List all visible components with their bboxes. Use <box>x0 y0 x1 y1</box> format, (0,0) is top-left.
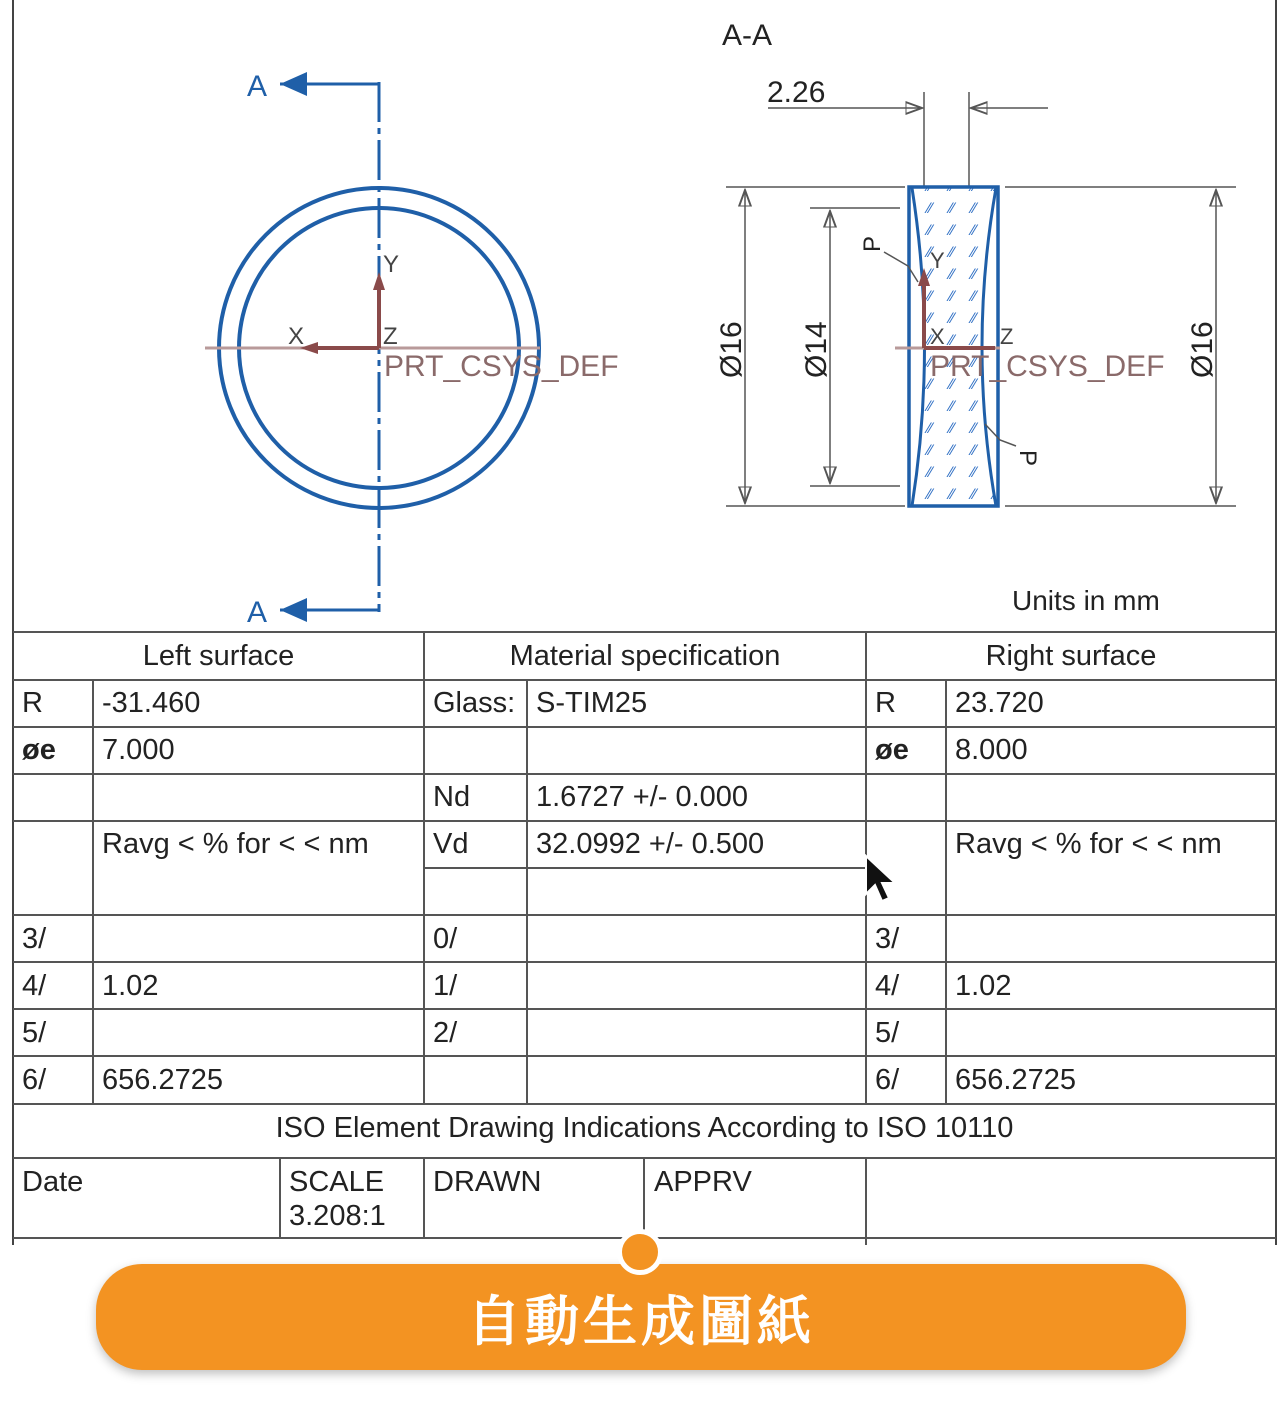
left-de-label: øe <box>22 734 56 766</box>
material-row-label: 2/ <box>433 1017 458 1049</box>
right-de-value: 8.000 <box>955 734 1028 766</box>
section-axis-x: X <box>930 324 945 349</box>
date-label: Date <box>22 1166 84 1198</box>
right-r-value: 23.720 <box>955 687 1044 719</box>
right-surface-header: Right surface <box>985 640 1157 672</box>
auto-generate-drawing-banner[interactable] <box>96 1264 1186 1370</box>
left-row-label: 6/ <box>22 1064 47 1096</box>
dia-inner-text: Ø14 <box>800 321 833 378</box>
left-row-label: 4/ <box>22 970 47 1002</box>
right-de-label: øe <box>875 734 909 766</box>
left-surface-header: Left surface <box>142 640 295 672</box>
axis-z-label: Z <box>383 323 398 350</box>
scale-label: SCALE <box>289 1166 385 1198</box>
section-view <box>715 19 1236 506</box>
vd-value: 32.0992 +/- 0.500 <box>536 828 765 860</box>
apprv-label: APPRV <box>654 1166 752 1198</box>
axis-y-label: Y <box>383 251 400 278</box>
right-row-label: 4/ <box>875 970 900 1002</box>
left-row-label: 5/ <box>22 1017 47 1049</box>
thickness-dim-text: 2.26 <box>767 76 826 109</box>
section-axis-z: Z <box>1000 324 1014 349</box>
left-de-value: 7.000 <box>102 734 175 766</box>
glass-value: S-TIM25 <box>536 687 648 719</box>
iso-note: ISO Element Drawing Indications According to ISO 10110 <box>275 1112 1014 1144</box>
csys-label-front: PRT_CSYS_DEF <box>384 350 619 383</box>
right-row-value: 656.2725 <box>955 1064 1076 1096</box>
right-ravg: Ravg < % for < < nm <box>955 828 1222 860</box>
left-row-value: 1.02 <box>102 970 159 1002</box>
nd-value: 1.6727 +/- 0.000 <box>536 781 749 813</box>
right-row-label: 3/ <box>875 923 900 955</box>
units-note: Units in mm <box>1012 585 1160 616</box>
material-row-label: 0/ <box>433 923 458 955</box>
surface-mark-top: P <box>859 235 886 252</box>
banner-connector-dot <box>617 1229 663 1275</box>
spec-table-grid <box>13 632 1276 1245</box>
left-r-label: R <box>22 687 43 719</box>
drawn-label: DRAWN <box>433 1166 542 1198</box>
csys-label-section: PRT_CSYS_DEF <box>930 350 1165 383</box>
right-r-label: R <box>875 687 896 719</box>
left-r-value: -31.460 <box>102 687 201 719</box>
scale-value: 3.208:1 <box>289 1200 386 1232</box>
material-spec-header: Material specification <box>509 640 781 672</box>
left-ravg: Ravg < % for < < nm <box>102 828 369 860</box>
left-row-label: 3/ <box>22 923 47 955</box>
mouse-pointer-icon <box>864 854 900 904</box>
dia-outer-right-text: Ø16 <box>1186 321 1219 378</box>
axis-x-label: X <box>288 323 305 350</box>
section-label: A-A <box>722 19 773 52</box>
dia-outer-left-text: Ø16 <box>715 321 748 378</box>
banner-title: 自動生成圖紙 <box>467 1289 815 1353</box>
surface-mark-top-leader <box>884 252 918 282</box>
left-row-value: 656.2725 <box>102 1064 223 1096</box>
vd-label: Vd <box>433 828 469 860</box>
right-row-value: 1.02 <box>955 970 1012 1002</box>
front-view <box>205 70 619 629</box>
glass-label: Glass: <box>433 687 516 719</box>
surface-mark-bottom-leader <box>985 424 1016 446</box>
cut-label-bottom: A <box>247 596 268 629</box>
section-axis-y: Y <box>930 248 945 273</box>
right-row-label: 5/ <box>875 1017 900 1049</box>
right-row-label: 6/ <box>875 1064 900 1096</box>
nd-label: Nd <box>433 781 471 813</box>
material-row-label: 1/ <box>433 970 458 1002</box>
surface-mark-bottom: P <box>1014 450 1041 467</box>
cut-label-top: A <box>247 70 268 103</box>
